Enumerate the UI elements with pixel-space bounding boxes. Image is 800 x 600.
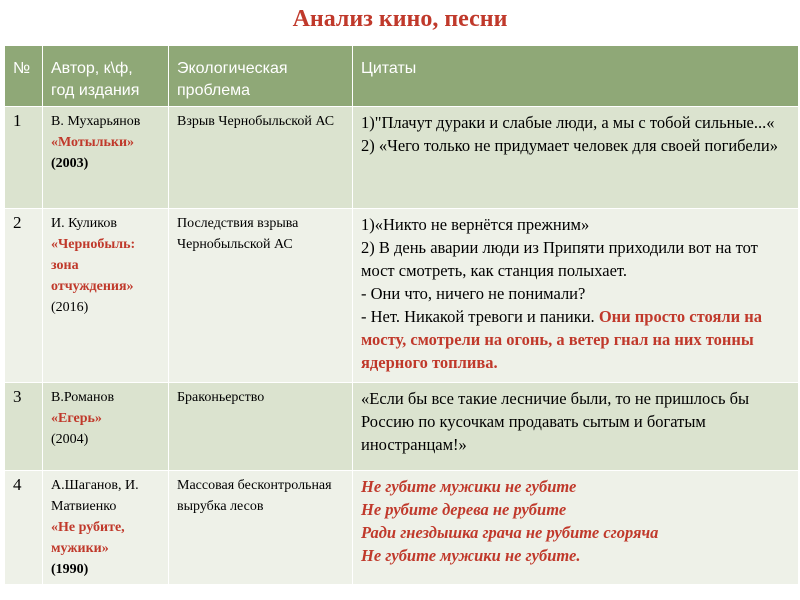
quote-text: - Нет. Никакой тревоги и паники. (361, 307, 595, 326)
quote-line: 1)"Плачут дураки и слабые люди, а мы с тобой сильные...« (361, 113, 775, 132)
row-problem: Браконьерство (169, 383, 353, 471)
row-work: «Егерь» (51, 411, 102, 426)
header-quotes: Цитаты (353, 46, 799, 107)
table-row (5, 471, 799, 585)
header-num: № (5, 46, 43, 107)
analysis-table (4, 45, 799, 585)
row-work: «Не рубите, мужики» (51, 520, 125, 556)
quote-line: Ради гнездышка грача не рубите сгоряча (361, 523, 659, 542)
row-num: 4 (5, 471, 43, 585)
row-author: В. Мухарьянов (51, 114, 141, 129)
quote-line: Не губите мужики не губите (361, 477, 577, 496)
row-quotes (353, 471, 799, 585)
row-quotes (353, 107, 799, 209)
quote-highlight: Они просто стояли на мосту, смотрели на огонь, а ветер гнал на них тонны ядерного топлива. (361, 307, 763, 372)
table-row (5, 209, 799, 383)
quote-line-mixed (361, 305, 790, 374)
row-quotes (353, 209, 799, 383)
quote-line: 1)«Никто не вернётся прежним» (361, 215, 590, 234)
row-year: (1990) (51, 562, 89, 577)
row-work: «Мотыльки» (51, 135, 135, 150)
header-author: Автор, к\ф, год издания (43, 46, 169, 107)
row-year: (2004) (51, 432, 89, 447)
table-row (5, 383, 799, 471)
quote-line: - Они что, ничего не понимали? (361, 284, 586, 303)
row-num: 2 (5, 209, 43, 383)
table-header-row (5, 46, 799, 107)
row-year: (2003) (51, 156, 89, 171)
quote-line: 2) «Чего только не придумает человек для своей погибели» (361, 136, 778, 155)
quote-line: 2) В день аварии люди из Припяти приходили вот на тот мост смотреть, как станция полыхает. (361, 238, 758, 280)
row-author-cell (43, 209, 169, 383)
row-author-cell (43, 107, 169, 209)
row-problem: Взрыв Чернобыльской АС (169, 107, 353, 209)
row-author: А.Шаганов, И. Матвиенко (51, 478, 139, 514)
row-quotes (353, 383, 799, 471)
quote-line: Не рубите дерева не рубите (361, 500, 567, 519)
quote-line: «Если бы все такие лесничие были, то не пришлось бы Россию по кусочкам продавать сытым и богатым иностранцам!» (361, 389, 750, 454)
row-author: И. Куликов (51, 216, 117, 231)
header-problem: Экологическая проблема (169, 46, 353, 107)
page-title: Анализ кино, песни (292, 6, 508, 32)
row-num: 1 (5, 107, 43, 209)
table-row (5, 107, 799, 209)
row-author: В.Романов (51, 390, 115, 405)
quote-line: Не губите мужики не губите. (361, 546, 581, 565)
row-author-cell (43, 471, 169, 585)
row-work: «Чернобыль: зона отчуждения» (51, 237, 136, 294)
row-author-cell (43, 383, 169, 471)
row-problem: Массовая бесконтрольная вырубка лесов (169, 471, 353, 585)
row-problem: Последствия взрыва Чернобыльской АС (169, 209, 353, 383)
row-year: (2016) (51, 300, 89, 315)
row-num: 3 (5, 383, 43, 471)
